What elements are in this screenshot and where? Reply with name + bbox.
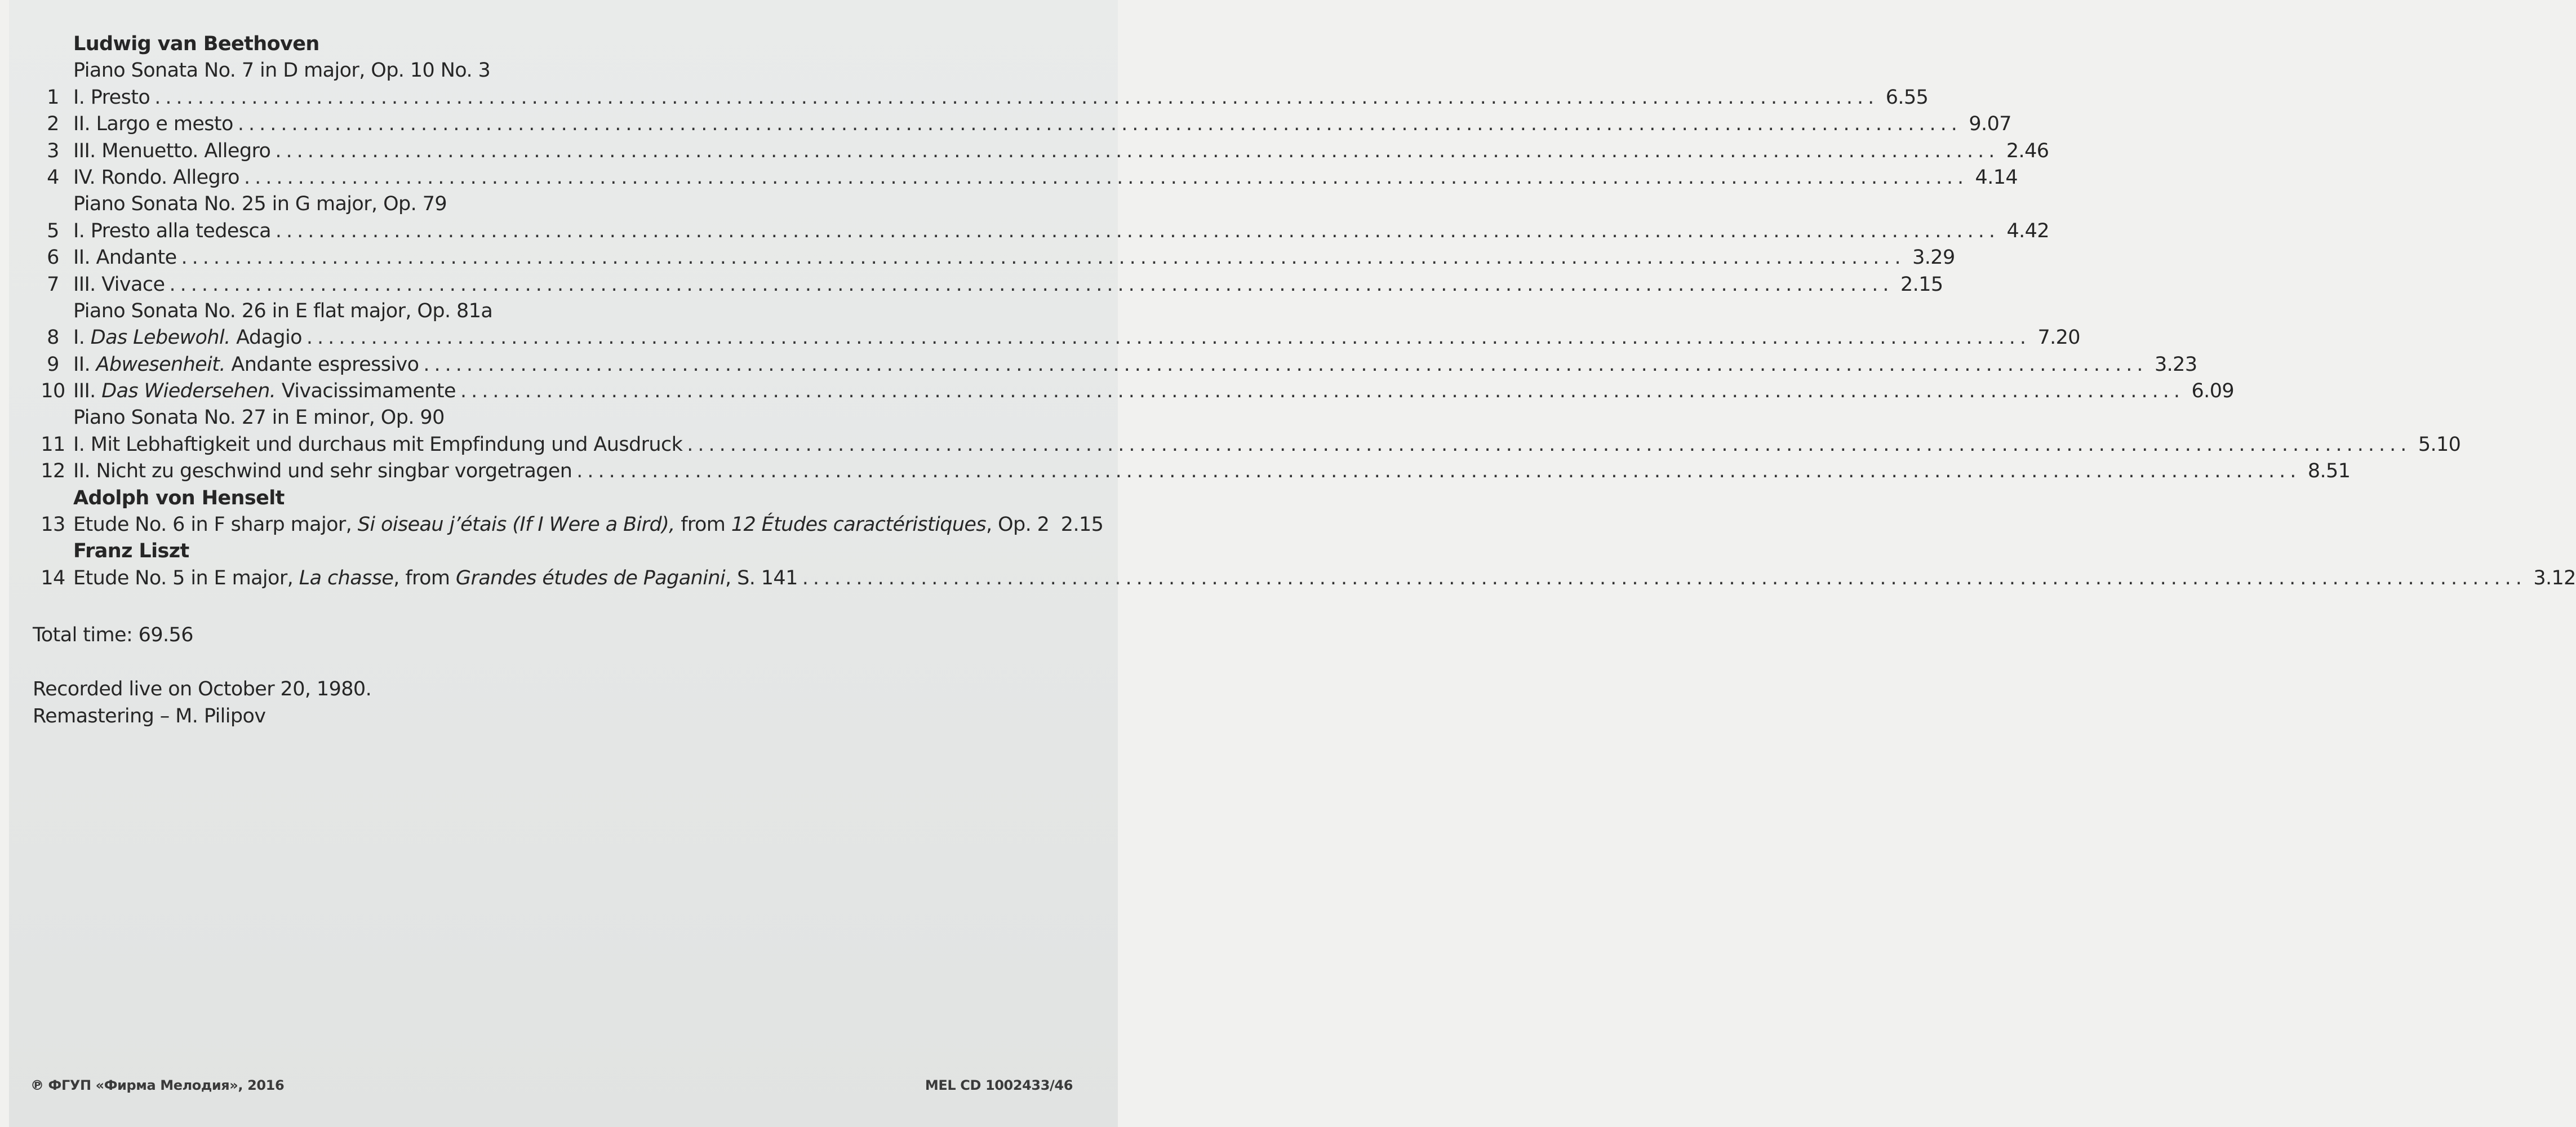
track-title: I. Mit Lebhaftigkeit und durchaus mit Empfindung und Ausdruck [73, 433, 683, 456]
leader-dots: ................................................................................................................................................................ [423, 353, 2148, 376]
track-duration: 2.15 [1060, 513, 1104, 536]
track-duration: 3.23 [2154, 353, 2197, 376]
track-row [33, 272, 1943, 298]
track-duration: 4.42 [2006, 219, 2049, 242]
recorded-date: Recorded live on October 20, 1980. [33, 678, 372, 700]
work-heading: Piano Sonata No. 27 in E minor, Op. 90 [73, 406, 445, 429]
track-number: 10 [41, 380, 65, 403]
catalog-number: MEL CD 1002433/46 [925, 1077, 1073, 1093]
track-duration: 6.55 [1885, 86, 1929, 109]
track-duration: 2.46 [2006, 139, 2049, 162]
track-number: 2 [47, 113, 59, 136]
track-number: 7 [47, 273, 59, 296]
track-row [33, 458, 2351, 485]
track-number: 3 [47, 139, 59, 162]
leader-dots: ................................................................................................................................................................ [687, 433, 2411, 456]
track-title: II. Andante [73, 246, 177, 269]
track-title: I. Presto alla tedesca [73, 219, 271, 242]
booklet-page [9, 0, 2576, 1127]
track-duration: 3.29 [1912, 246, 1955, 269]
track-row [33, 378, 2235, 405]
track-number: 8 [47, 326, 59, 349]
track-row [33, 245, 1955, 271]
track-duration: 5.10 [2418, 433, 2461, 456]
track-row [33, 111, 2011, 137]
track-number: 4 [47, 166, 59, 189]
leader-dots: ................................................................................................................................................................ [275, 219, 2000, 242]
copyright-notice: ℗ ФГУП «Фирма Мелодия», 2016 [30, 1077, 285, 1093]
leader-dots: ................................................................................................................................................................ [154, 86, 1879, 109]
track-row [33, 165, 2018, 191]
track-title: II. Nicht zu geschwind und sehr singbar vorgetragen [73, 460, 572, 483]
track-title: II. Largo e mesto [73, 113, 233, 136]
track-row [33, 565, 2576, 592]
track-duration: 7.20 [2037, 326, 2080, 349]
leader-dots: ................................................................................................................................................................ [169, 273, 1894, 296]
track-number: 5 [47, 219, 59, 242]
track-title: III. Menuetto. Allegro [73, 139, 271, 162]
track-title: IV. Rondo. Allegro [73, 166, 239, 189]
track-duration: 4.14 [1975, 166, 2018, 189]
work-heading: Piano Sonata No. 7 in D major, Op. 10 No. 3 [73, 59, 491, 82]
tracklist [33, 31, 2576, 592]
track-title: Etude No. 5 in E major, La chasse, from Grandes études de Paganini, S. 141 [73, 566, 798, 589]
track-row [33, 85, 1929, 111]
leader-dots: ................................................................................................................................................................ [275, 139, 2000, 162]
total-time: Total time: 69.56 [33, 624, 193, 646]
track-duration: 9.07 [1969, 113, 2011, 136]
track-number: 1 [47, 86, 59, 109]
track-duration: 6.09 [2191, 380, 2235, 403]
track-title: III. Vivace [73, 273, 165, 296]
track-row [33, 352, 2197, 378]
track-title: Etude No. 6 in F sharp major, Si oiseau j’étais (If I Were a Bird), from 12 Études caractéristiques, Op. 2 [73, 513, 1050, 536]
track-number: 6 [47, 246, 59, 269]
leader-dots: ................................................................................................................................................................ [576, 460, 2301, 483]
track-title: I. Presto [73, 86, 150, 109]
leader-dots: ................................................................................................................................................................ [181, 246, 1906, 269]
track-title: II. Abwesenheit. Andante espressivo [73, 353, 419, 376]
track-row [33, 138, 2049, 165]
leader-dots: ................................................................................................................................................................ [460, 380, 2185, 403]
track-row [33, 512, 1104, 538]
track-number: 9 [47, 353, 59, 376]
composer-name: Franz Liszt [73, 540, 189, 563]
track-duration: 3.12 [2533, 566, 2576, 589]
leader-dots: ................................................................................................................................................................ [306, 326, 2031, 349]
recording-notes [33, 676, 371, 730]
composer-name: Adolph von Henselt [73, 486, 285, 509]
track-row [33, 325, 2080, 351]
composer-name: Ludwig van Beethoven [73, 33, 319, 55]
track-row [33, 432, 2461, 458]
leader-dots: ................................................................................................................................................................ [237, 113, 1962, 136]
work-heading: Piano Sonata No. 26 in E flat major, Op. 81a [73, 299, 493, 322]
track-duration: 2.15 [1900, 273, 1943, 296]
leader-dots: ................................................................................................................................................................ [244, 166, 1969, 189]
track-number: 13 [41, 513, 65, 536]
track-title: I. Das Lebewohl. Adagio [73, 326, 302, 349]
track-row [33, 218, 2049, 245]
track-number: 12 [41, 460, 65, 483]
work-heading: Piano Sonata No. 25 in G major, Op. 79 [73, 193, 447, 216]
track-number: 14 [41, 566, 65, 589]
track-duration: 8.51 [2307, 460, 2351, 483]
leader-dots: ................................................................................................................................................................ [802, 566, 2526, 589]
track-number: 11 [41, 433, 65, 456]
track-title: III. Das Wiedersehen. Vivacissimamente [73, 380, 456, 403]
remastering-credit: Remastering – M. Pilipov [33, 705, 266, 727]
